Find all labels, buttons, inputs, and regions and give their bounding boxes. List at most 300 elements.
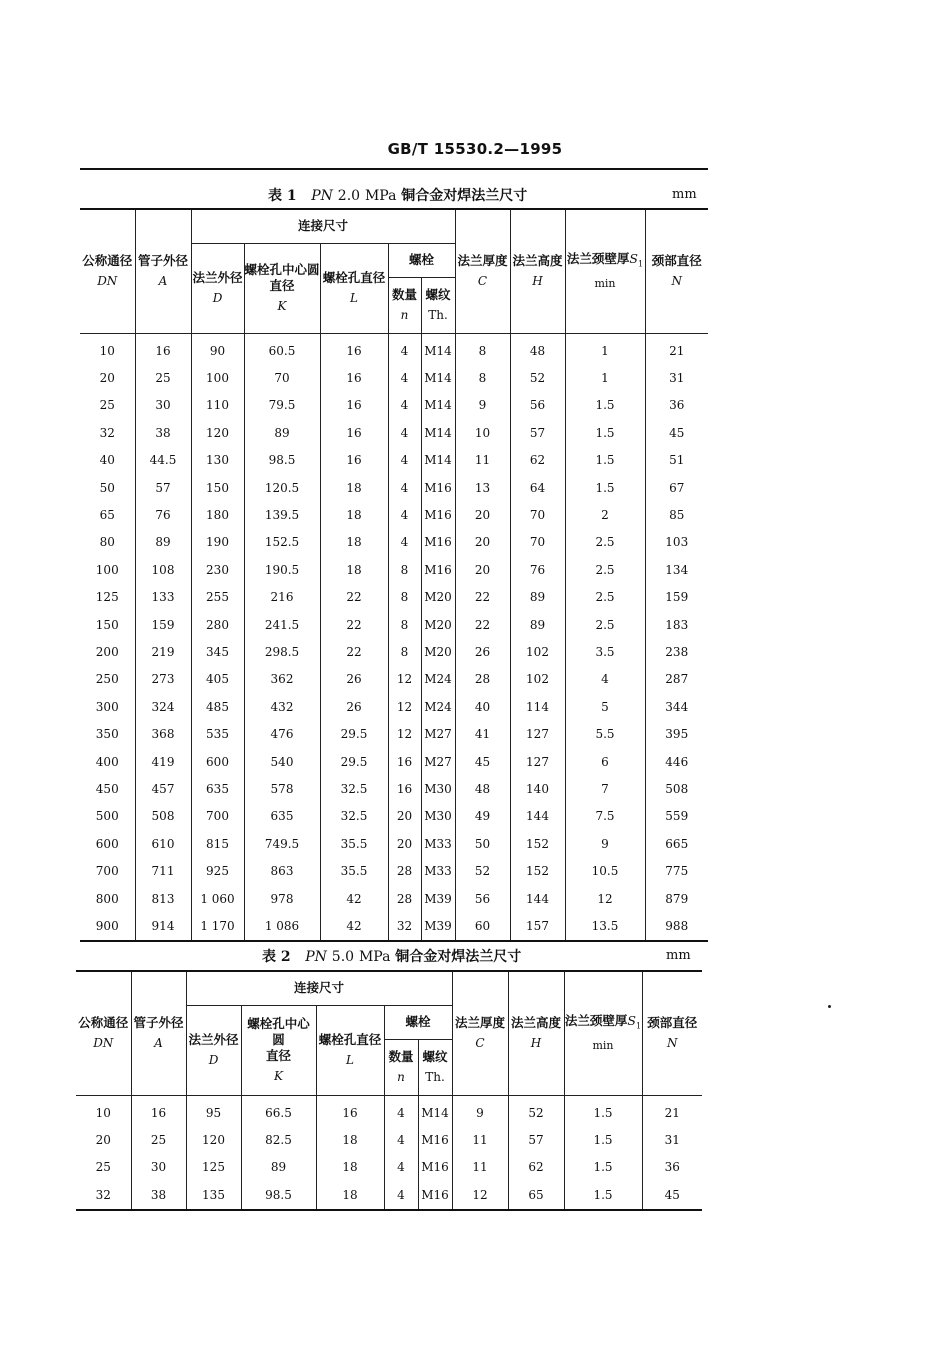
- n-header: 数量 n: [384, 1039, 418, 1095]
- table-cell: 13.5: [565, 913, 645, 941]
- table-cell: 36: [642, 1154, 702, 1181]
- table-cell: 16: [320, 420, 388, 447]
- table-cell: 28: [455, 666, 510, 693]
- table-cell: 45: [455, 749, 510, 776]
- table-row: [80, 858, 708, 885]
- table-cell: 345: [191, 639, 244, 666]
- table-cell: 238: [645, 639, 708, 666]
- table-cell: 1.5: [564, 1095, 642, 1127]
- table-cell: 183: [645, 612, 708, 639]
- table-cell: M16: [421, 529, 455, 556]
- header-rule: [80, 168, 708, 170]
- table-cell: 26: [320, 666, 388, 693]
- table-cell: 35.5: [320, 831, 388, 858]
- table-cell: 1.5: [564, 1127, 642, 1154]
- table-cell: 4: [388, 333, 421, 365]
- table-cell: 140: [510, 776, 565, 803]
- table-cell: 25: [131, 1127, 186, 1154]
- table-cell: M16: [418, 1154, 452, 1181]
- table-cell: 89: [135, 529, 191, 556]
- table-cell: 749.5: [244, 831, 320, 858]
- table-cell: 16: [320, 365, 388, 392]
- table-cell: 1: [565, 365, 645, 392]
- table-cell: M27: [421, 749, 455, 776]
- table-cell: 130: [191, 447, 244, 474]
- a-header: 管子外径 A: [131, 971, 186, 1095]
- table-cell: 102: [510, 666, 565, 693]
- table-cell: 25: [135, 365, 191, 392]
- table-cell: 12: [452, 1182, 508, 1210]
- table-cell: 66.5: [241, 1095, 316, 1127]
- table1-caption-pn: PN: [311, 188, 333, 204]
- thread-header: 螺纹 Th.: [418, 1039, 452, 1095]
- table-cell: 98.5: [241, 1182, 316, 1210]
- table-cell: 775: [645, 858, 708, 885]
- table-cell: M14: [418, 1095, 452, 1127]
- table-cell: 11: [452, 1154, 508, 1181]
- table-cell: 48: [510, 333, 565, 365]
- s-header: 法兰颈壁厚$S_1$ min: [565, 209, 645, 333]
- table-row: [80, 831, 708, 858]
- neck-diameter-header: 颈部直径 N: [645, 209, 708, 333]
- table-cell: M39: [421, 886, 455, 913]
- table-cell: 20: [388, 803, 421, 830]
- table-cell: 4: [388, 420, 421, 447]
- table-cell: 362: [244, 666, 320, 693]
- table-cell: 12: [388, 666, 421, 693]
- table-cell: 80: [99, 535, 115, 550]
- table2-caption-pn: PN: [305, 949, 327, 965]
- table-row: [76, 1182, 702, 1210]
- table-row: [80, 584, 708, 611]
- table-cell: 280: [191, 612, 244, 639]
- table-cell: 400: [95, 754, 119, 769]
- table-cell: 32.5: [320, 776, 388, 803]
- table-row: [80, 392, 708, 419]
- table1-caption-unit: MPa: [364, 188, 397, 204]
- table-cell: 925: [191, 858, 244, 885]
- table2-caption-unit: MPa: [358, 949, 391, 965]
- table-cell: 65: [99, 507, 115, 522]
- table-cell: 216: [244, 584, 320, 611]
- table-cell: 32: [76, 1182, 131, 1210]
- table-cell: 298.5: [244, 639, 320, 666]
- table-cell: M33: [421, 831, 455, 858]
- table-row: [80, 612, 708, 639]
- table-cell: 89: [510, 584, 565, 611]
- table-row: [80, 447, 708, 474]
- table-cell: 16: [320, 333, 388, 365]
- table-cell: 36: [645, 392, 708, 419]
- table-cell: 25: [95, 1160, 111, 1175]
- table-cell: 12: [388, 694, 421, 721]
- thread-header: 螺纹 Th.: [421, 277, 455, 333]
- table-cell: 120: [186, 1127, 241, 1154]
- table-cell: 57: [508, 1127, 564, 1154]
- table-cell: 26: [455, 639, 510, 666]
- table-cell: 11: [452, 1127, 508, 1154]
- table-row: [80, 557, 708, 584]
- table-cell: 11: [455, 447, 510, 474]
- table-cell: 9: [455, 392, 510, 419]
- table-cell: 4: [388, 502, 421, 529]
- table-cell: 4: [388, 447, 421, 474]
- document-header: GB/T 15530.2—1995: [387, 140, 563, 158]
- table-row: [80, 886, 708, 913]
- table-cell: 127: [510, 749, 565, 776]
- table-cell: M16: [421, 557, 455, 584]
- table-cell: 190: [191, 529, 244, 556]
- table-cell: 4: [384, 1182, 418, 1210]
- table-cell: 8: [455, 365, 510, 392]
- table-cell: 700: [95, 864, 119, 879]
- table-row: [80, 475, 708, 502]
- table-cell: 114: [510, 694, 565, 721]
- table-cell: 22: [320, 639, 388, 666]
- table-cell: M16: [418, 1182, 452, 1210]
- table-cell: 152.5: [244, 529, 320, 556]
- table-cell: 40: [99, 453, 115, 468]
- table-cell: M30: [421, 776, 455, 803]
- table-cell: 89: [244, 420, 320, 447]
- table-cell: 241.5: [244, 612, 320, 639]
- table-cell: 500: [95, 809, 119, 824]
- table-cell: 21: [642, 1095, 702, 1127]
- table-cell: 40: [455, 694, 510, 721]
- table-cell: 20: [455, 557, 510, 584]
- table-cell: 20: [455, 502, 510, 529]
- table2-caption: [262, 946, 521, 966]
- table-cell: 1.5: [565, 420, 645, 447]
- table-cell: 41: [455, 721, 510, 748]
- table-cell: 368: [135, 721, 191, 748]
- table-cell: 12: [565, 886, 645, 913]
- table-cell: 476: [244, 721, 320, 748]
- table-cell: 2.5: [565, 584, 645, 611]
- table-row: [80, 803, 708, 830]
- table-cell: 134: [645, 557, 708, 584]
- table-cell: 25: [99, 398, 115, 413]
- table-cell: 13: [455, 475, 510, 502]
- table-cell: 18: [316, 1182, 384, 1210]
- table-cell: 10: [95, 1105, 111, 1120]
- table2: [76, 970, 702, 1211]
- table-cell: 18: [316, 1127, 384, 1154]
- h-header: 法兰高度 H: [508, 971, 564, 1095]
- table-row: [80, 694, 708, 721]
- dn-header: 公称通径 DN: [80, 209, 135, 333]
- table-cell: 85: [645, 502, 708, 529]
- table-cell: 405: [191, 666, 244, 693]
- table-cell: 45: [642, 1182, 702, 1210]
- table-cell: 6: [565, 749, 645, 776]
- table-cell: M27: [421, 721, 455, 748]
- table-cell: 16: [135, 333, 191, 365]
- table-cell: 4: [384, 1127, 418, 1154]
- table-cell: 4: [384, 1154, 418, 1181]
- table-cell: 95: [186, 1095, 241, 1127]
- table-cell: 5.5: [565, 721, 645, 748]
- table-cell: 150: [191, 475, 244, 502]
- table-cell: 18: [320, 529, 388, 556]
- table-cell: 56: [510, 392, 565, 419]
- table-cell: 52: [510, 365, 565, 392]
- table-cell: 5: [565, 694, 645, 721]
- table-cell: 89: [241, 1154, 316, 1181]
- table-row: [80, 721, 708, 748]
- table-cell: 2: [565, 502, 645, 529]
- table-cell: 31: [642, 1127, 702, 1154]
- table-cell: 120.5: [244, 475, 320, 502]
- table-cell: 344: [645, 694, 708, 721]
- table-cell: 230: [191, 557, 244, 584]
- c-header: 法兰厚度 C: [455, 209, 510, 333]
- table2-body: [76, 1095, 702, 1210]
- table-cell: 127: [510, 721, 565, 748]
- table-cell: 508: [645, 776, 708, 803]
- table-cell: M16: [418, 1127, 452, 1154]
- table-cell: 18: [320, 502, 388, 529]
- table-cell: 9: [565, 831, 645, 858]
- neck-diameter-header: 颈部直径 N: [642, 971, 702, 1095]
- table-cell: 16: [320, 447, 388, 474]
- table-cell: 600: [95, 836, 119, 851]
- table-cell: 4: [388, 475, 421, 502]
- table-row: [80, 776, 708, 803]
- table-cell: 120: [191, 420, 244, 447]
- table-cell: 135: [186, 1182, 241, 1210]
- table-cell: 190.5: [244, 557, 320, 584]
- table-cell: 432: [244, 694, 320, 721]
- table-cell: 711: [135, 858, 191, 885]
- table-cell: 49: [455, 803, 510, 830]
- table-cell: 200: [95, 644, 119, 659]
- table-row: [80, 749, 708, 776]
- table-cell: 157: [510, 913, 565, 941]
- table-cell: 2.5: [565, 612, 645, 639]
- table-cell: 22: [320, 612, 388, 639]
- table-cell: 70: [510, 529, 565, 556]
- table1-caption-suffix: 铜合金对焊法兰尺寸: [401, 188, 528, 204]
- table-cell: M20: [421, 639, 455, 666]
- table-cell: M14: [421, 333, 455, 365]
- table-cell: 1 060: [191, 886, 244, 913]
- table-row: [80, 666, 708, 693]
- table-cell: 30: [135, 392, 191, 419]
- table-cell: 12: [388, 721, 421, 748]
- table-cell: 863: [244, 858, 320, 885]
- table-cell: 29.5: [320, 749, 388, 776]
- table-cell: 219: [135, 639, 191, 666]
- table-cell: 180: [191, 502, 244, 529]
- table-cell: 255: [191, 584, 244, 611]
- table-cell: 18: [320, 557, 388, 584]
- table2-caption-suffix: 铜合金对焊法兰尺寸: [395, 949, 522, 965]
- table-cell: M20: [421, 612, 455, 639]
- table-cell: 31: [645, 365, 708, 392]
- table-cell: M14: [421, 447, 455, 474]
- table2-unit: mm: [666, 948, 691, 963]
- table-cell: 610: [135, 831, 191, 858]
- table-cell: 4: [388, 365, 421, 392]
- table-cell: 446: [645, 749, 708, 776]
- table-row: [76, 1154, 702, 1181]
- table-cell: 57: [135, 475, 191, 502]
- table-cell: 16: [388, 749, 421, 776]
- table-cell: 50: [99, 480, 115, 495]
- table-cell: 22: [455, 612, 510, 639]
- connection-header: 连接尺寸: [186, 971, 452, 1005]
- table-cell: M33: [421, 858, 455, 885]
- table-cell: 42: [320, 886, 388, 913]
- table-cell: 485: [191, 694, 244, 721]
- l-header: 螺栓孔直径 L: [316, 1005, 384, 1095]
- table-row: [80, 333, 708, 365]
- table-cell: 16: [320, 392, 388, 419]
- table-cell: M16: [421, 502, 455, 529]
- table-cell: 7: [565, 776, 645, 803]
- table-cell: 125: [186, 1154, 241, 1181]
- table-cell: 457: [135, 776, 191, 803]
- table-cell: 67: [645, 475, 708, 502]
- table-row: [80, 913, 708, 941]
- table-cell: M30: [421, 803, 455, 830]
- table-cell: 10: [455, 420, 510, 447]
- table-cell: 38: [135, 420, 191, 447]
- table-cell: 8: [388, 557, 421, 584]
- dn-header: 公称通径 DN: [76, 971, 131, 1095]
- table-cell: 2.5: [565, 529, 645, 556]
- table-cell: 98.5: [244, 447, 320, 474]
- table-cell: 20: [455, 529, 510, 556]
- table-cell: 20: [99, 370, 115, 385]
- table-cell: 57: [510, 420, 565, 447]
- table-cell: M20: [421, 584, 455, 611]
- table-cell: 28: [388, 858, 421, 885]
- table-cell: 102: [510, 639, 565, 666]
- table-cell: 419: [135, 749, 191, 776]
- table-cell: 38: [131, 1182, 186, 1210]
- table-row: [80, 529, 708, 556]
- table-row: [80, 420, 708, 447]
- table-cell: 287: [645, 666, 708, 693]
- scan-speck: [828, 1005, 831, 1008]
- table-cell: 16: [316, 1095, 384, 1127]
- table-cell: 879: [645, 886, 708, 913]
- table2-caption-value: 5.0: [331, 949, 355, 965]
- table-cell: 20: [388, 831, 421, 858]
- table-cell: 10.5: [565, 858, 645, 885]
- table-cell: 7.5: [565, 803, 645, 830]
- table-cell: 60.5: [244, 333, 320, 365]
- table-cell: 1.5: [565, 447, 645, 474]
- table-cell: 21: [645, 333, 708, 365]
- table-cell: 159: [135, 612, 191, 639]
- table-cell: 8: [388, 639, 421, 666]
- bolt-header: 螺栓: [384, 1005, 452, 1039]
- k-header: 螺栓孔中心圆 直径 K: [241, 1005, 316, 1095]
- table-cell: 8: [388, 584, 421, 611]
- table-cell: 29.5: [320, 721, 388, 748]
- table-cell: M24: [421, 666, 455, 693]
- table-cell: 635: [191, 776, 244, 803]
- table-cell: 62: [508, 1154, 564, 1181]
- table-cell: 70: [510, 502, 565, 529]
- table-cell: 1 170: [191, 913, 244, 941]
- table-cell: 56: [455, 886, 510, 913]
- table-cell: 144: [510, 886, 565, 913]
- table-cell: 8: [388, 612, 421, 639]
- table-cell: M14: [421, 392, 455, 419]
- table-cell: 51: [645, 447, 708, 474]
- table-cell: 815: [191, 831, 244, 858]
- l-header: 螺栓孔直径 L: [320, 243, 388, 333]
- table-cell: 300: [95, 699, 119, 714]
- table-row: [80, 639, 708, 666]
- table1-body: [80, 333, 708, 941]
- table-cell: 800: [95, 891, 119, 906]
- table-cell: 90: [191, 333, 244, 365]
- table-cell: 324: [135, 694, 191, 721]
- table2-caption-prefix: 表 2: [262, 949, 291, 965]
- table-cell: 508: [135, 803, 191, 830]
- table-cell: 150: [95, 617, 119, 632]
- table-cell: 2.5: [565, 557, 645, 584]
- table-cell: 559: [645, 803, 708, 830]
- table-cell: 450: [95, 782, 119, 796]
- table-cell: 16: [131, 1095, 186, 1127]
- table-cell: 395: [645, 721, 708, 748]
- table-cell: 28: [388, 886, 421, 913]
- table-cell: 50: [455, 831, 510, 858]
- table-row: [76, 1095, 702, 1127]
- table1-caption-value: 2.0: [337, 188, 361, 204]
- table-cell: 18: [316, 1154, 384, 1181]
- table-cell: 152: [510, 831, 565, 858]
- table-cell: 64: [510, 475, 565, 502]
- table-cell: 18: [320, 475, 388, 502]
- table-cell: 1.5: [564, 1182, 642, 1210]
- n-header: 数量 n: [388, 277, 421, 333]
- table-cell: 4: [388, 392, 421, 419]
- table-cell: 1 086: [244, 913, 320, 941]
- table-cell: 8: [455, 333, 510, 365]
- table-cell: 350: [95, 727, 119, 742]
- table-cell: 152: [510, 858, 565, 885]
- table-cell: 42: [320, 913, 388, 941]
- table-cell: 82.5: [241, 1127, 316, 1154]
- table-cell: 100: [95, 562, 119, 577]
- table-cell: 32: [99, 425, 115, 440]
- table-cell: 540: [244, 749, 320, 776]
- table1-unit: mm: [672, 187, 697, 202]
- connection-header: 连接尺寸: [191, 209, 455, 243]
- table-cell: 535: [191, 721, 244, 748]
- table-cell: 988: [645, 913, 708, 941]
- c-header: 法兰厚度 C: [452, 971, 508, 1095]
- table-cell: 110: [191, 392, 244, 419]
- table-cell: 10: [99, 343, 115, 358]
- table-cell: 9: [452, 1095, 508, 1127]
- table-cell: 4: [384, 1095, 418, 1127]
- table-cell: 250: [95, 672, 119, 687]
- table-cell: 26: [320, 694, 388, 721]
- table-cell: 70: [244, 365, 320, 392]
- table-row: [80, 365, 708, 392]
- table-cell: 103: [645, 529, 708, 556]
- table-cell: 35.5: [320, 858, 388, 885]
- a-header: 管子外径 A: [135, 209, 191, 333]
